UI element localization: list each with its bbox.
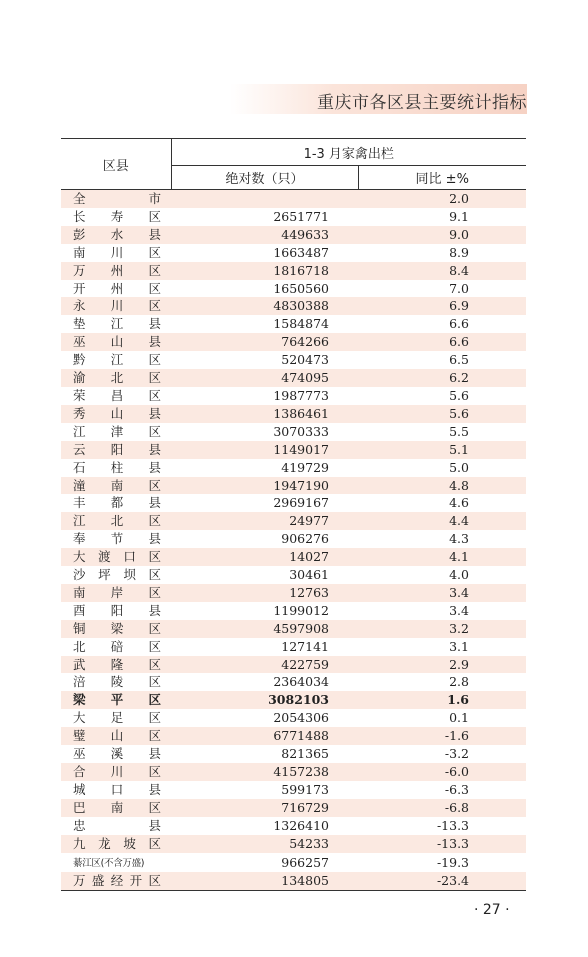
row-area-cell [61,226,171,244]
row-yoy-value: 9.1 [449,208,469,224]
row-area-cell [61,405,171,423]
row-area-name: 永川区 [73,298,161,314]
row-area-cell [61,584,171,602]
row-absolute-value: 2054306 [273,710,329,726]
row-absolute-value: 474095 [281,370,329,386]
table-row [61,226,526,244]
row-area-name: 北碚区 [73,638,161,654]
row-area-name: 全市 [73,191,161,206]
table-row [61,799,526,817]
table-row [61,244,526,262]
row-absolute-value: 716729 [281,799,329,815]
row-area-cell [61,548,171,566]
row-area-cell [61,423,171,441]
row-area-name: 秀山县 [73,405,161,421]
row-area-name: 云阳县 [73,441,161,457]
table-row [61,190,526,208]
row-yoy-value: -23.4 [358,872,526,890]
table-row [61,872,526,890]
row-absolute-value: 30461 [289,567,329,583]
page-number: · 27 · [474,902,510,918]
row-yoy-value: 6.2 [449,370,469,386]
row-area-cell [61,477,171,495]
row-area-cell [61,620,171,638]
row-yoy-value: 3.4 [449,584,469,600]
row-yoy-value: 5.1 [449,441,469,457]
row-absolute-value: 2364034 [273,674,329,690]
row-yoy-value: 6.9 [449,298,469,314]
row-area-cell [61,333,171,351]
table-row [61,709,526,727]
row-area-cell [61,853,171,873]
row-absolute-value: 821365 [281,746,329,762]
row-area-cell [61,494,171,512]
row-area-name: 合川区 [73,764,161,779]
table-row [61,530,526,548]
row-area-name: 江津区 [73,423,161,439]
table-row [61,297,526,315]
row-area-name: 石柱县 [73,459,161,475]
row-area-cell [61,351,171,369]
row-absolute-value: 3070333 [273,423,329,439]
row-absolute-value: 1663487 [273,244,329,260]
row-area-name: 大足区 [73,710,161,726]
row-area-cell [61,441,171,459]
row-area-name: 渝北区 [73,370,161,386]
row-area-cell [61,691,171,709]
row-yoy-value: 2.9 [449,656,469,672]
row-absolute-value: 4157238 [273,764,329,779]
table-row [61,566,526,584]
table-row [61,763,526,781]
row-yoy-value: 6.6 [449,316,469,332]
row-yoy-value: 8.4 [449,262,469,278]
row-area-cell [61,387,171,405]
row-yoy-value: -6.0 [444,764,469,779]
row-area-cell [61,297,171,315]
table-row [61,423,526,441]
row-area-cell [61,727,171,745]
row-yoy-value: 4.0 [449,567,469,583]
row-absolute-value: 1326410 [273,817,329,833]
page-title: 重庆市各区县主要统计指标 [317,93,527,113]
table-row [61,280,526,298]
row-absolute-value: 1947190 [273,477,329,493]
table-row [61,548,526,566]
table-row [61,387,526,405]
title-banner [230,84,527,114]
row-absolute-value: 6771488 [273,728,329,744]
row-absolute-value: 906276 [281,531,329,547]
table-row [61,405,526,423]
row-area-name: 巫溪县 [73,746,161,762]
table-row [61,602,526,620]
row-absolute-value: 1584874 [273,316,329,332]
row-absolute-value: 764266 [281,334,329,350]
row-area-cell [61,673,171,691]
table-row [61,691,526,709]
row-absolute-value: 2969167 [273,495,329,511]
row-area-cell [61,656,171,674]
row-area-name: 长寿区 [73,208,161,224]
row-absolute-value: 2651771 [273,208,329,224]
row-yoy-value: 2.0 [449,191,469,206]
row-yoy-value: 5.5 [449,423,469,439]
row-area-cell [61,459,171,477]
row-yoy-value: 7.0 [449,280,469,296]
table-row [61,835,526,853]
row-absolute-value: 54233 [289,835,329,851]
row-area-name: 巫山县 [73,334,161,350]
row-yoy-value: -13.3 [436,835,469,851]
row-area-name: 武隆区 [73,656,161,672]
row-yoy-value: -3.2 [444,746,469,762]
table-row [61,673,526,691]
row-absolute-value: 127141 [281,638,329,654]
row-yoy-value: 4.8 [449,477,469,493]
row-area-name: 巴南区 [73,799,161,815]
row-area-name: 丰都县 [73,495,161,511]
row-area-cell [61,763,171,781]
row-yoy-value: 5.6 [449,387,469,403]
row-absolute-value: 1199012 [273,602,329,618]
table-row [61,817,526,835]
row-area-name: 大渡口区 [73,549,161,565]
row-area-name: 璧山区 [73,728,161,744]
row-area-name: 忠县 [73,817,161,833]
row-area-cell [61,709,171,727]
row-area-cell [61,208,171,226]
row-yoy-value: -13.3 [436,817,469,833]
row-yoy-value: -6.3 [444,781,469,797]
row-area-name: 垫江县 [73,316,161,332]
table-row [61,853,526,873]
row-area-name: 奉节县 [73,531,161,547]
row-area-name: 南川区 [73,244,161,260]
table-row [61,512,526,530]
row-area-name: 江北区 [73,513,161,529]
row-area-name: 开州区 [73,280,161,296]
table-row [61,745,526,763]
table-row [61,494,526,512]
row-area-name: 梁平区 [73,692,161,708]
row-area-name: 彭水县 [73,226,161,242]
table-row [61,477,526,495]
row-absolute-value [171,190,358,208]
row-area-cell [61,872,171,890]
row-area-cell [61,369,171,387]
row-absolute-value: 1816718 [273,262,329,278]
row-yoy-value: 9.0 [449,226,469,242]
table-row [61,333,526,351]
row-absolute-value: 3082103 [268,692,329,708]
row-area-name: 涪陵区 [73,674,161,690]
row-yoy-value: 3.2 [449,620,469,636]
table-row [61,638,526,656]
row-area-name: 铜梁区 [73,620,161,636]
row-yoy-value: 0.1 [449,710,469,726]
table-row [61,262,526,280]
row-yoy-value: -1.6 [444,728,469,744]
row-absolute-value: 14027 [289,549,329,565]
row-absolute-value: 24977 [289,513,329,529]
row-area-name: 綦江区(不含万盛) [73,857,145,869]
row-absolute-value: 1149017 [273,441,329,457]
row-absolute-value: 1386461 [273,405,329,421]
row-yoy-value: 6.6 [449,334,469,350]
table-row [61,656,526,674]
row-area-name: 南岸区 [73,584,161,600]
table-row [61,584,526,602]
row-absolute-value: 1650560 [273,280,329,296]
row-area-cell [61,781,171,799]
row-yoy-value: -19.3 [436,854,469,870]
row-area-name: 万盛经开区 [73,873,161,889]
row-area-cell [61,566,171,584]
row-yoy-value: -6.8 [444,799,469,815]
header-area: 区县 [61,139,171,190]
row-absolute-value: 4830388 [273,298,329,314]
row-area-name: 沙坪坝区 [73,567,161,583]
row-area-name: 九龙坡区 [73,835,161,851]
row-area-cell [61,799,171,817]
row-area-cell [61,835,171,853]
table-row [61,441,526,459]
row-absolute-value: 4597908 [273,620,329,636]
table-row [61,727,526,745]
row-yoy-value: 2.8 [449,674,469,690]
row-area-name: 黔江区 [73,352,161,368]
row-area-name: 万州区 [73,262,161,278]
row-area-name: 潼南区 [73,477,161,493]
row-yoy-value: 6.5 [449,352,469,368]
row-yoy-value: 1.6 [447,692,469,708]
row-absolute-value: 419729 [281,459,329,475]
header-group: 1-3 月家禽出栏 [171,139,526,166]
row-yoy-value: 5.6 [449,405,469,421]
row-yoy-value: 5.0 [449,459,469,475]
table-row [61,620,526,638]
table-row [61,369,526,387]
stats-table-container [61,138,526,891]
row-yoy-value: 4.4 [449,513,469,529]
row-yoy-value: 4.1 [449,549,469,565]
table-row [61,351,526,369]
row-absolute-value: 966257 [281,854,329,870]
table-body [61,190,526,891]
row-absolute-value: 422759 [281,656,329,672]
row-absolute-value: 1987773 [273,387,329,403]
row-yoy-value: 3.1 [449,638,469,654]
row-absolute-value: 12763 [289,584,329,600]
row-area-cell [61,244,171,262]
row-area-cell [61,817,171,835]
row-area-cell [61,190,171,208]
row-absolute-value: 134805 [171,872,358,890]
row-area-name: 城口县 [73,781,161,797]
row-area-cell [61,745,171,763]
row-absolute-value: 599173 [281,781,329,797]
table-row [61,781,526,799]
table-row [61,459,526,477]
row-area-cell [61,638,171,656]
row-absolute-value: 449633 [281,226,329,242]
header-yoy: 同比 ±% [358,166,526,190]
row-area-cell [61,602,171,620]
stats-table [61,138,526,891]
table-row [61,315,526,333]
table-row [61,208,526,226]
row-yoy-value: 8.9 [449,244,469,260]
row-area-cell [61,315,171,333]
row-yoy-value: 4.6 [449,495,469,511]
header-absolute: 绝对数（只） [171,166,358,190]
row-area-name: 荣昌区 [73,387,161,403]
row-yoy-value: 3.4 [449,602,469,618]
row-area-cell [61,262,171,280]
row-area-name: 酉阳县 [73,602,161,618]
row-absolute-value: 520473 [281,352,329,368]
row-area-cell [61,280,171,298]
row-yoy-value: 4.3 [449,531,469,547]
row-area-cell [61,512,171,530]
row-area-cell [61,530,171,548]
